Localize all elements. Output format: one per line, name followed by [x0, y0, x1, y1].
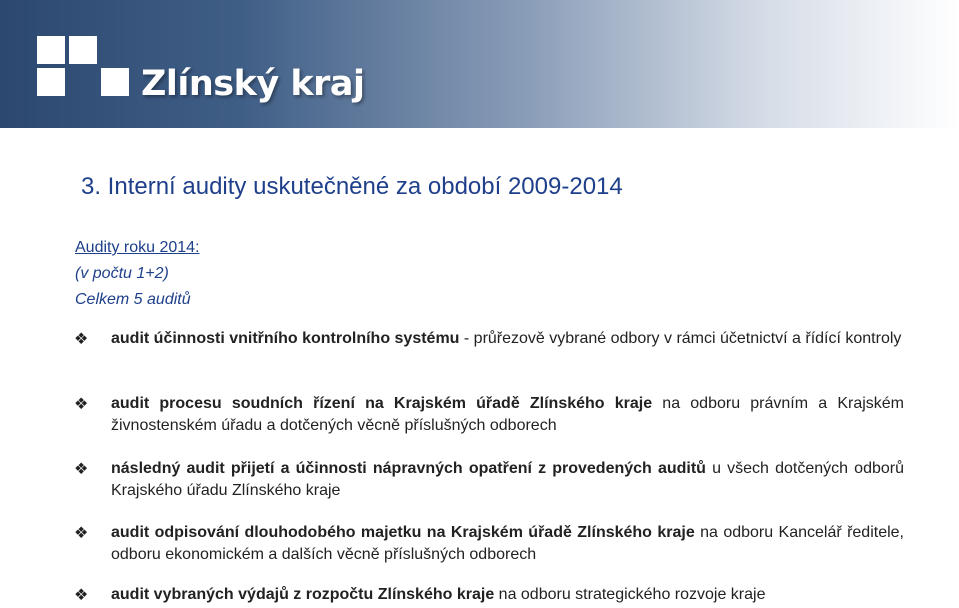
diamond-bullet-icon: ❖: [74, 331, 89, 348]
header-banner: [0, 0, 959, 128]
list-item-bold: audit odpisování dlouhodobého majetku na Krajském úřadě Zlínského kraje: [111, 524, 695, 541]
logo-text: Zlínský kraj: [141, 64, 365, 104]
list-item-rest: na odboru Kancelář ředitele, odboru ekonomickém a dalších věcně příslušných odborech: [111, 524, 905, 563]
logo-square: [37, 68, 65, 96]
list-item-rest: na odboru strategického rozvoje kraje: [494, 586, 766, 603]
audits-count-note: (v počtu 1+2): [75, 265, 169, 282]
logo-square: [101, 68, 129, 96]
list-item-bold: audit vybraných výdajů z rozpočtu Zlínského kraje: [111, 586, 495, 603]
list-item-text: [111, 522, 904, 566]
page-title: 3. Interní audity uskutečněné za období 2009-2014: [81, 173, 623, 200]
diamond-bullet-icon: ❖: [74, 525, 89, 542]
list-item-text: [111, 584, 904, 606]
diamond-bullet-icon: ❖: [74, 587, 89, 604]
diamond-bullet-icon: ❖: [74, 461, 89, 478]
list-item-bold: audit účinnosti vnitřního kontrolního systému: [111, 330, 460, 347]
list-item-text: [111, 328, 904, 350]
audits-year-heading: Audity roku 2014:: [75, 239, 200, 256]
audits-total: Celkem 5 auditů: [75, 291, 191, 308]
list-item-bold: audit procesu soudních řízení na Krajském úřadě Zlínského kraje: [111, 395, 653, 412]
logo-square: [37, 36, 65, 64]
list-item-rest: u všech dotčených odborů Krajského úřadu Zlínského kraje: [111, 460, 905, 499]
logo-square: [69, 36, 97, 64]
diamond-bullet-icon: ❖: [74, 396, 89, 413]
list-item-rest: na odboru právním a Krajském živnostenském úřadu a dotčených věcně příslušných odborech: [111, 395, 905, 434]
list-item-rest: - průřezově vybrané odbory v rámci účetnictví a řídící kontroly: [459, 330, 902, 347]
zlinsky-kraj-logo: [37, 36, 365, 108]
list-item-bold: následný audit přijetí a účinnosti nápravných opatření z provedených auditů: [111, 460, 706, 477]
list-item-text: [111, 458, 904, 502]
list-item-text: [111, 393, 904, 437]
